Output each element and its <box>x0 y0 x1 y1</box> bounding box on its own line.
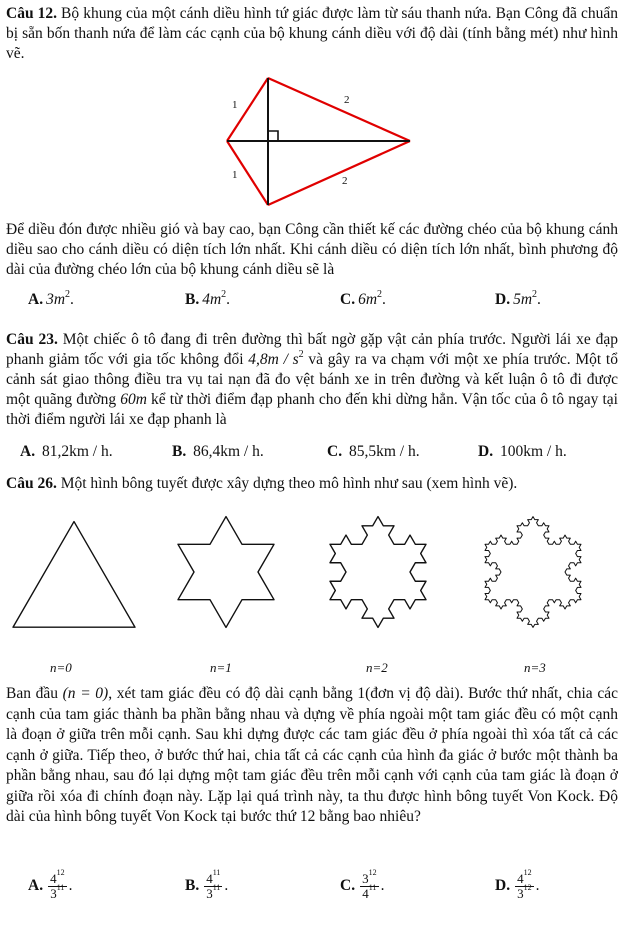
q23-option-b[interactable]: B. 86,4km / h. <box>172 443 264 460</box>
question-12 <box>6 4 618 64</box>
stage-label-n2: n=2 <box>366 660 388 675</box>
kite-label-1-bottom: 1 <box>232 169 238 181</box>
koch-snowflake-figure <box>0 505 624 655</box>
q23-label: Câu 23. <box>6 331 58 348</box>
stage-label-n3: n=3 <box>524 660 546 675</box>
kite-edge-bottom-right <box>268 141 410 205</box>
q12-option-d[interactable]: D. $5m^2$. <box>495 288 541 308</box>
q26-stem: Câu 26. Một hình bông tuyết được xây dựng theo mô hình như sau (xem hình vẽ). <box>6 475 518 492</box>
q12-option-a[interactable]: A. $3m^2$. <box>28 288 74 308</box>
kite-label-2-bottom: 2 <box>342 175 348 187</box>
q26-option-a[interactable]: A. $\frac{4^{12}}{3^{11}}$ . <box>28 867 73 901</box>
question-23 <box>6 330 618 430</box>
q26-text2: Ban đầu (n = 0), xét tam giác đều có độ dài cạnh bằng 1(đơn vị độ dài). Bước thứ nhất, chia các cạnh của tam giác thành ba phần bằng nhau và dựng về phía ngoài một tam giác đều có một cạnh là đoạn ở giữa trên mỗi cạnh. Sau khi dựng được các tam giác đều ở phía ngoài thì xóa tất cả các cạnh ở giữa. Tiếp theo, ở bước thứ hai, chia tất cả các cạnh của hình đa giác ở bước một thành ba phần bằng nhau, sau đó lại dựng một tam giác đều trên mỗi cạnh với cạnh của tam giác là đoạn ở giữa rồi xóa đi chính đoạn này. Lặp lại quá trình này, ta thu được hình bông tuyết Von Kock. Độ dài của hình bông tuyết Von Kock tại bước thứ 12 bằng bao nhiêu? <box>6 685 618 825</box>
q23-option-a[interactable]: A. 81,2km / h. <box>20 443 113 460</box>
kite-edge-top-right <box>268 78 410 141</box>
question-26 <box>6 474 618 494</box>
q26-option-b[interactable]: B. $\frac{4^{11}}{3^{11}}$ . <box>185 867 229 901</box>
stage-label-n1: n=1 <box>210 660 232 675</box>
q12-options <box>0 290 620 312</box>
q23-acceleration: 4,8m / s <box>248 351 299 368</box>
kite-label-1-top: 1 <box>232 99 238 111</box>
q12-label: Câu 12. <box>6 5 57 22</box>
kite-label-2-top: 2 <box>344 94 350 106</box>
koch-stage-2 <box>330 517 426 628</box>
q23-options <box>0 442 620 464</box>
koch-stage-3 <box>485 517 581 628</box>
q26-n0: (n = 0) <box>62 685 109 702</box>
stage-label-n0: n=0 <box>50 660 72 675</box>
q23-option-d[interactable]: D. 100km / h. <box>478 443 567 460</box>
q12-stem <box>6 4 618 64</box>
q26-option-c[interactable]: C. $\frac{3^{12}}{4^{11}}$ . <box>340 867 385 901</box>
q26-label: Câu 26. <box>6 475 57 492</box>
q23-stem: Câu 23. Một chiếc ô tô đang đi trên đường thì bất ngờ gặp vật cản phía trước. Người lái xe đạp phanh giảm tốc với gia tốc không đổi $4,8m / s^2$ và gây ra va chạm với một xe phía trước. Một tổ cảnh sát giao thông điều tra vụ tai nạn đã đo vệt bánh xe in trên đường và kết luận ô tô đi được một quãng đường 60m kể từ thời điểm đạp phanh cho đến khi dừng hẳn. Vận tốc của ô tô ngay tại thời điểm người lái xe đạp phanh là <box>6 331 618 428</box>
q12-option-c[interactable]: C. $6m^2$. <box>340 288 386 308</box>
koch-stage-0 <box>13 522 135 628</box>
q12-text: Bộ khung của một cánh diều hình tứ giác được làm từ sáu thanh nứa. Bạn Công đã chuẩn bị sẵn bốn thanh nứa để làm các cạnh của bộ khung cánh diều với độ dài (tính bằng mét) như hình vẽ. <box>6 5 618 62</box>
q23-distance: 60m <box>120 391 147 408</box>
q26-option-d[interactable]: D. $\frac{4^{12}}{3^{12}}$ . <box>495 867 540 901</box>
q12-text2: Để diều đón được nhiều gió và bay cao, bạn Công cần thiết kế các đường chéo của bộ khung cánh diều sao cho cánh diều có diện tích lớn nhất. Khi cánh diều có diện tích lớn nhất, bình phương độ dài của đường chéo lớn của bộ khung cánh diều sẽ là <box>6 221 618 278</box>
q26-options <box>0 867 620 904</box>
right-angle-mark <box>268 131 278 141</box>
koch-stage-1 <box>178 517 274 628</box>
q12-option-b[interactable]: B. $4m^2$. <box>185 288 231 308</box>
q23-option-c[interactable]: C. 85,5km / h. <box>327 443 420 460</box>
kite-figure <box>0 70 624 210</box>
